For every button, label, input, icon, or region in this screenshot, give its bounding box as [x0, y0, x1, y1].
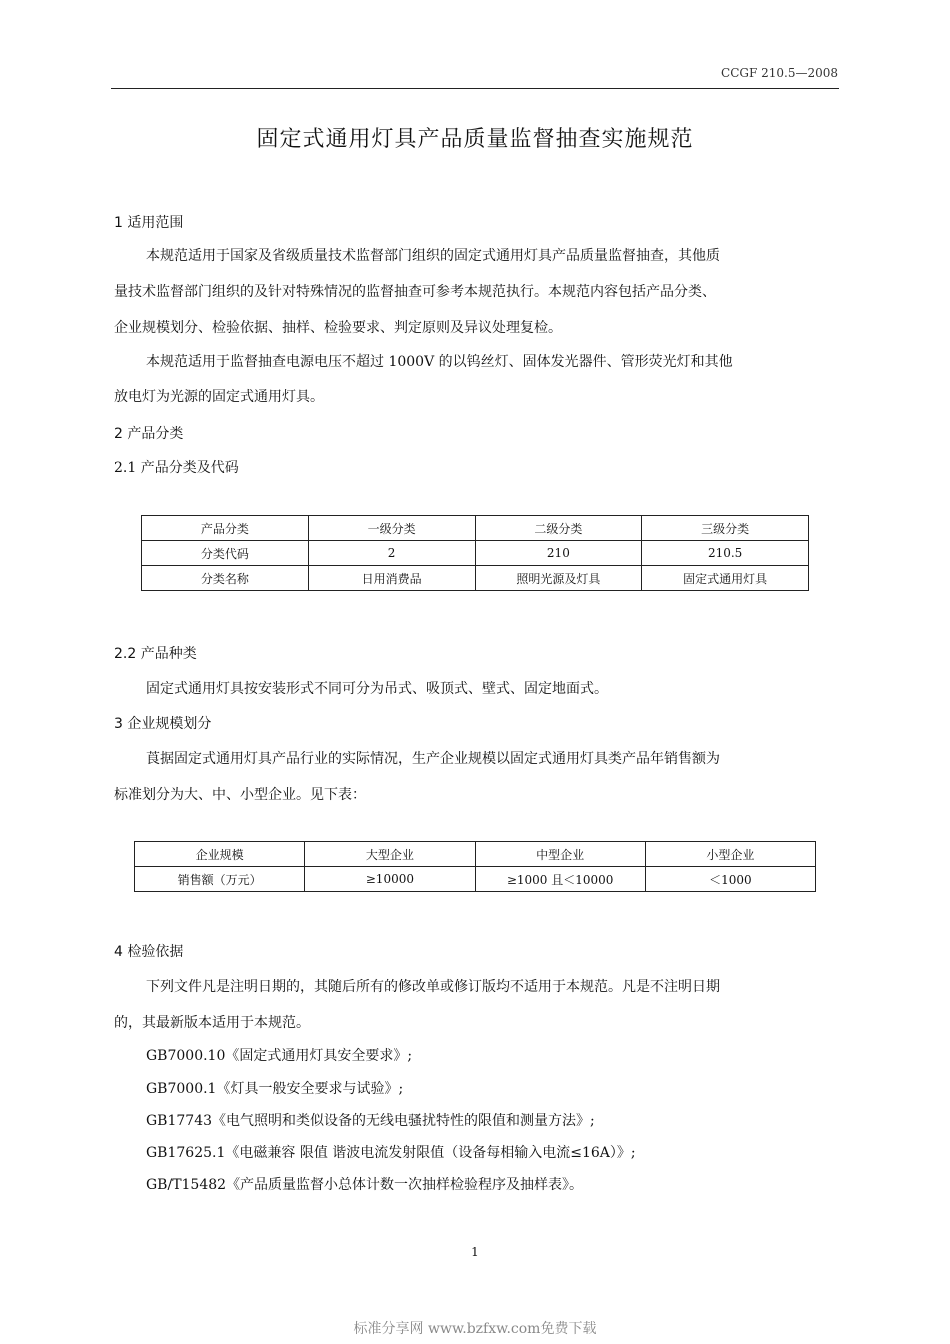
table-cell: 大型企业 — [305, 842, 475, 867]
table-cell: 一级分类 — [308, 516, 475, 541]
table-cell: 企业规模 — [135, 842, 305, 867]
page-number: 1 — [471, 1245, 479, 1259]
paragraph-line: 下列文件凡是注明日期的，其随后所有的修改单或修订版均不适用于本规范。凡是不注明日期 — [146, 979, 720, 995]
reference-standard: GB/T15482《产品质量监督小总体计数一次抽样检验程序及抽样表》。 — [146, 1177, 584, 1193]
section-1-heading: 1 适用范围 — [114, 215, 184, 231]
paragraph-line: 放电灯为光源的固定式通用灯具。 — [114, 389, 324, 405]
paragraph-line: 企业规模划分、检验依据、抽样、检验要求、判定原则及异议处理复检。 — [114, 320, 562, 336]
reference-standard: GB17625.1《电磁兼容 限值 谐波电流发射限值（设备每相输入电流≤16A）》; — [146, 1145, 636, 1161]
classification-table — [141, 515, 809, 591]
reference-standard: GB7000.1《灯具一般安全要求与试验》; — [146, 1081, 404, 1097]
table-cell: ＜1000 — [645, 867, 815, 892]
enterprise-scale-table — [134, 841, 816, 892]
reference-standard: GB7000.10《固定式通用灯具安全要求》; — [146, 1048, 413, 1064]
paragraph-line: 本规范适用于监督抽查电源电压不超过 1000V 的以钨丝灯、固体发光器件、管形荧光灯和其他 — [146, 354, 733, 370]
table-row — [142, 566, 809, 591]
header-divider — [111, 88, 839, 89]
paragraph-line: 莨据固定式通用灯具产品行业的实际情况，生产企业规模以固定式通用灯具类产品年销售额为 — [146, 751, 720, 767]
section-2-heading: 2 产品分类 — [114, 426, 184, 442]
subsection-2-1-heading: 2.1 产品分类及代码 — [114, 460, 239, 476]
table-cell: 210.5 — [642, 541, 809, 566]
table-cell: 210 — [475, 541, 642, 566]
paragraph-line: 固定式通用灯具按安装形式不同可分为吊式、吸顶式、壁式、固定地面式。 — [146, 681, 608, 697]
table-cell: 销售额（万元） — [135, 867, 305, 892]
table-header-row — [142, 516, 809, 541]
watermark-text: 标准分享网 www.bzfxw.com免费下载 — [353, 1321, 597, 1337]
table-cell: 固定式通用灯具 — [642, 566, 809, 591]
table-row — [142, 541, 809, 566]
table-cell: 小型企业 — [645, 842, 815, 867]
table-cell: 分类代码 — [142, 541, 309, 566]
section-3-heading: 3 企业规模划分 — [114, 716, 212, 732]
paragraph-line: 本规范适用于国家及省级质量技术监督部门组织的固定式通用灯具产品质量监督抽查，其他质 — [146, 248, 720, 264]
table-cell: ≥1000 且＜10000 — [475, 867, 645, 892]
table-cell: 日用消费品 — [308, 566, 475, 591]
table-cell: 2 — [308, 541, 475, 566]
paragraph-line: 的，其最新版本适用于本规范。 — [114, 1015, 310, 1031]
table-cell: 二级分类 — [475, 516, 642, 541]
section-4-heading: 4 检验依据 — [114, 944, 184, 960]
paragraph-line: 标准划分为大、中、小型企业。见下表： — [114, 787, 366, 803]
page-title: 固定式通用灯具产品质量监督抽查实施规范 — [256, 127, 694, 152]
table-cell: 照明光源及灯具 — [475, 566, 642, 591]
table-cell: 分类名称 — [142, 566, 309, 591]
paragraph-line: 量技术监督部门组织的及针对特殊情况的监督抽查可参考本规范执行。本规范内容包括产品分类、 — [114, 284, 716, 300]
reference-standard: GB17743《电气照明和类似设备的无线电骚扰特性的限值和测量方法》; — [146, 1113, 595, 1129]
document-code: CCGF 210.5—2008 — [721, 66, 838, 80]
subsection-2-2-heading: 2.2 产品种类 — [114, 646, 197, 662]
table-cell: 三级分类 — [642, 516, 809, 541]
table-row — [135, 867, 816, 892]
table-header-row — [135, 842, 816, 867]
table-cell: 产品分类 — [142, 516, 309, 541]
table-cell: 中型企业 — [475, 842, 645, 867]
table-cell: ≥10000 — [305, 867, 475, 892]
